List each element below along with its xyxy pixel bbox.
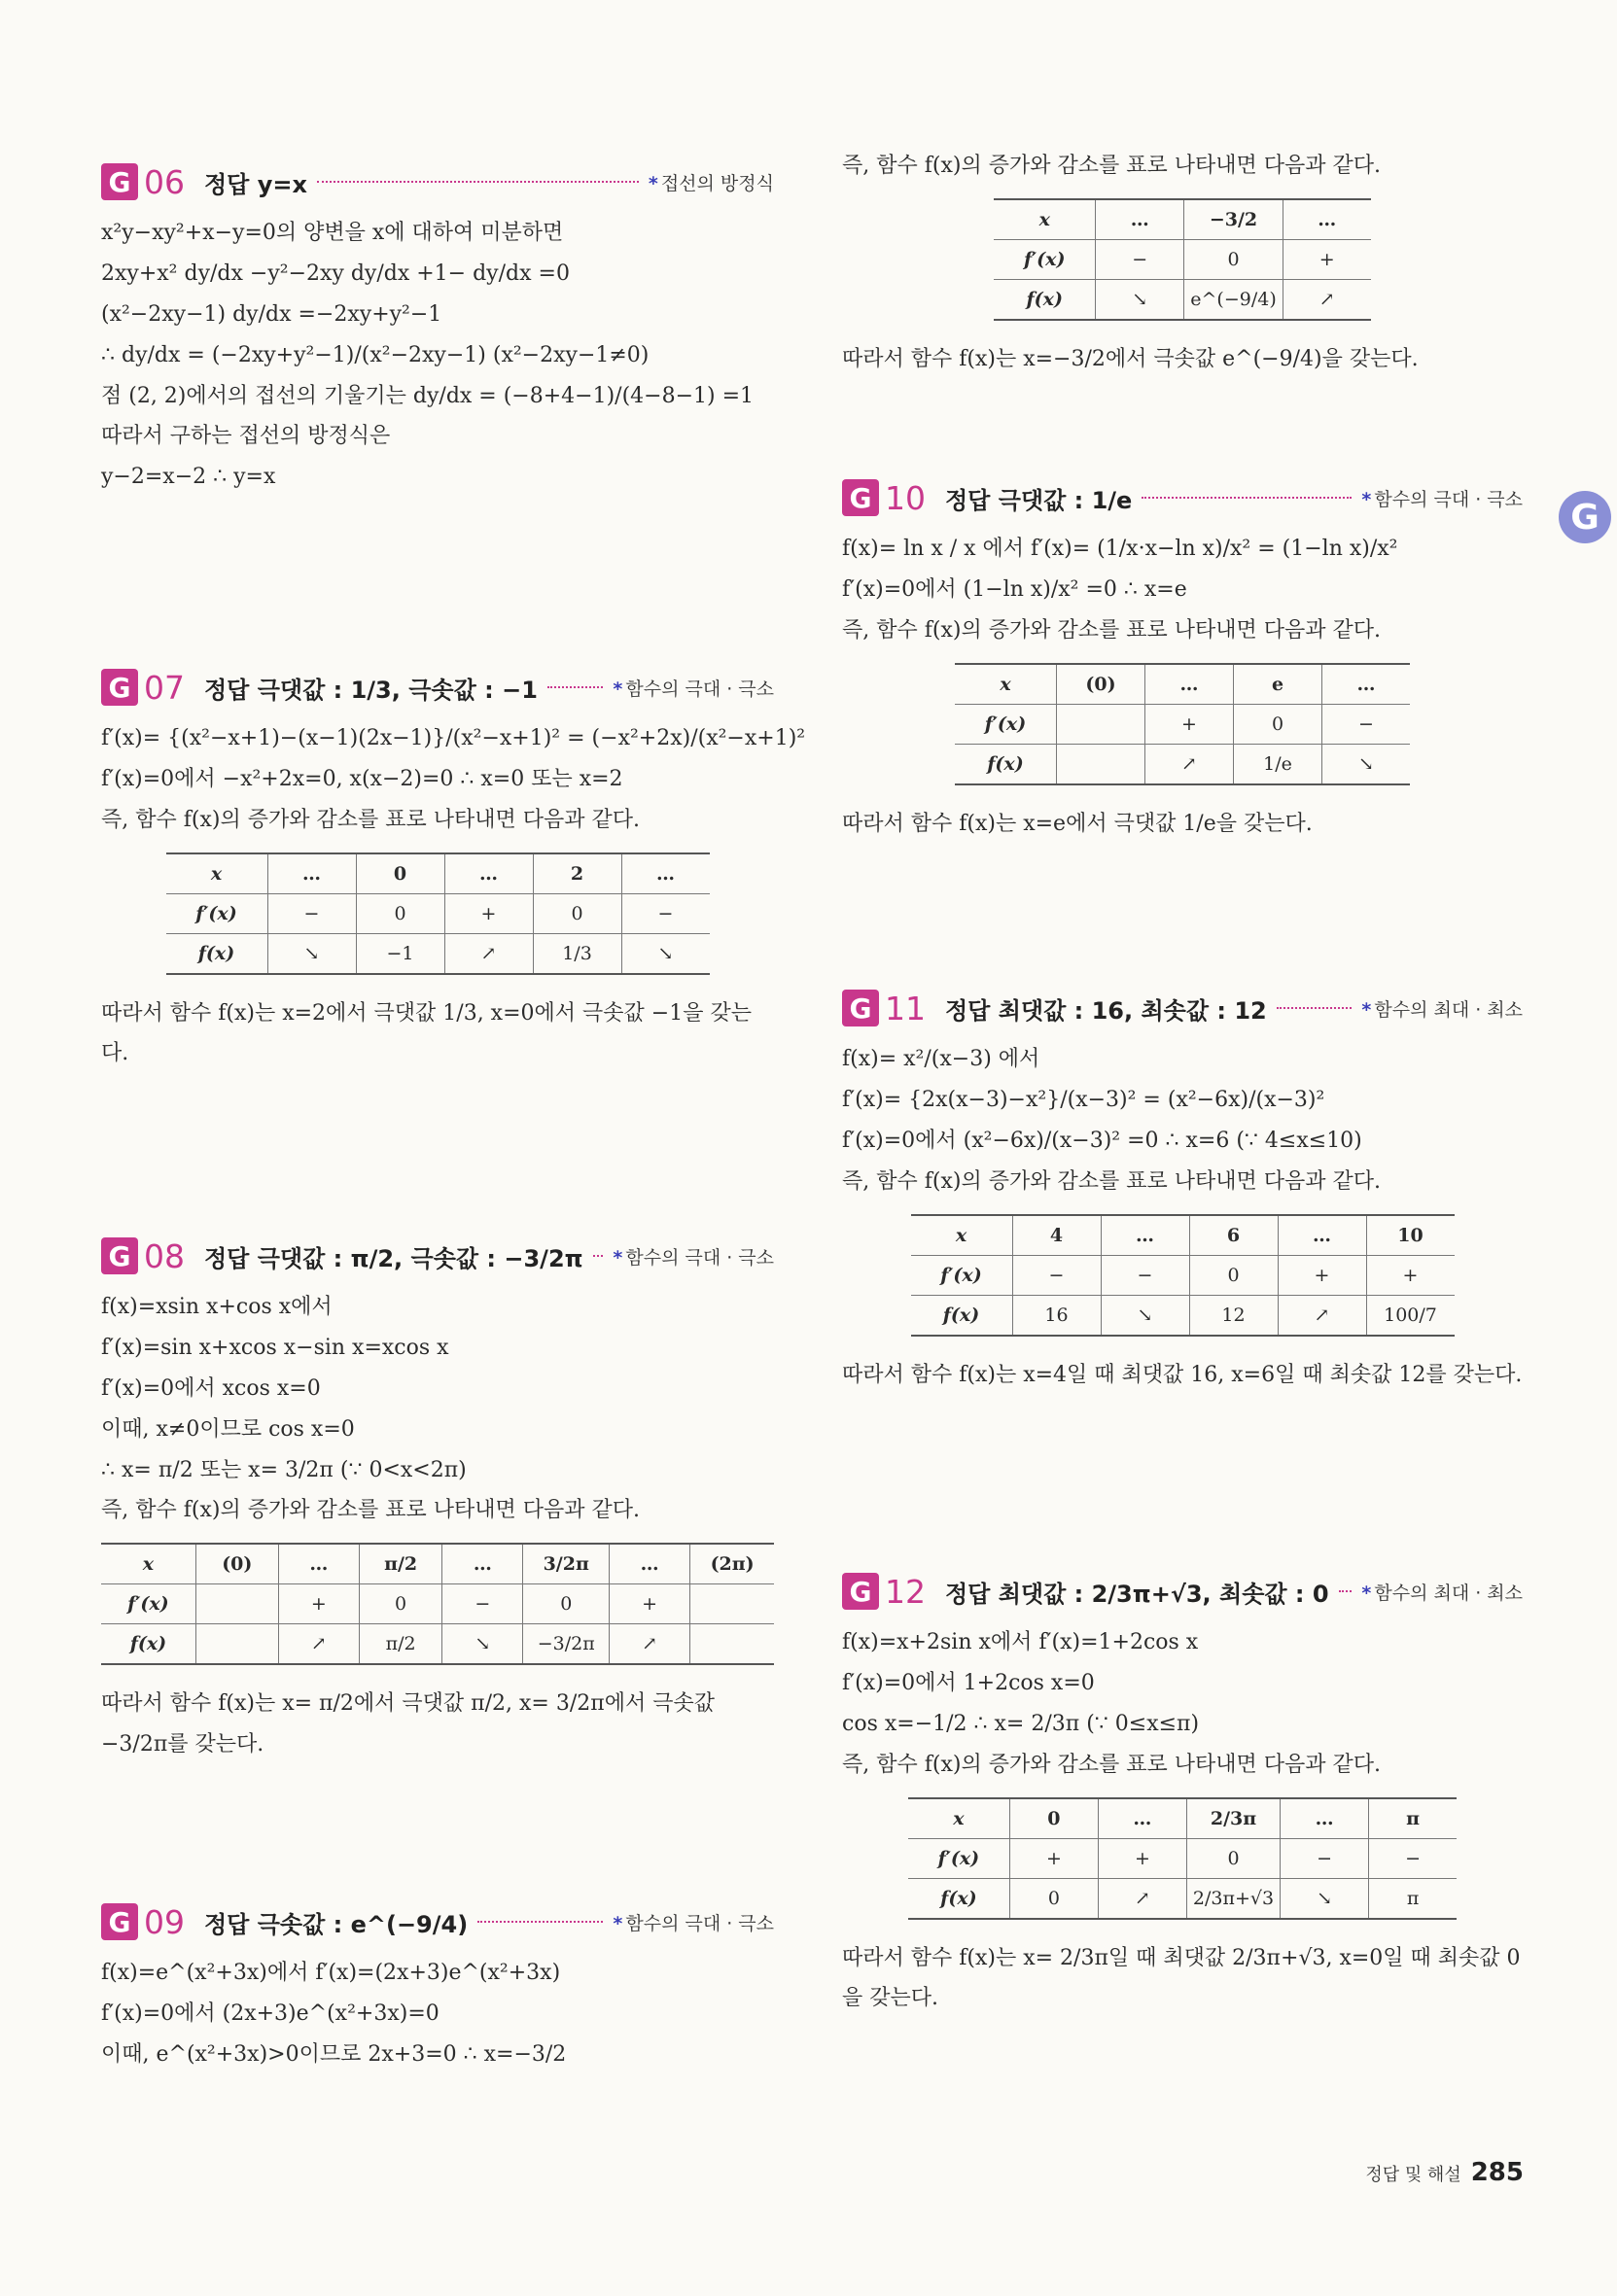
table-cell <box>1057 704 1145 744</box>
table-row <box>911 1255 1455 1295</box>
table-cell <box>195 1624 278 1665</box>
problem-header <box>101 1235 774 1277</box>
table-cell: ↗ <box>1098 1878 1186 1919</box>
table-cell: + <box>1283 239 1371 279</box>
table-cell: (0) <box>1057 664 1145 705</box>
solution-line: 따라서 구하는 접선의 방정식은 <box>101 424 391 449</box>
table-row <box>908 1798 1457 1839</box>
star-icon: * <box>1361 1582 1372 1604</box>
solution-line: f′(x)=sin x+xcos x−sin x=xcos x <box>101 1335 449 1360</box>
table-cell: ↘ <box>1101 1295 1189 1336</box>
table-cell: 2/3π <box>1186 1798 1280 1839</box>
solution-line: 점 (2, 2)에서의 접선의 기울기는 dy/dx = (−8+4−1)/(4−8−1) =1 <box>101 383 755 408</box>
table-cell: f′(x) <box>911 1255 1013 1295</box>
solution-body <box>101 718 806 1079</box>
answer-label: 정답 y=x <box>204 170 307 198</box>
conclusion-line: 따라서 함수 f(x)는 x=2에서 극댓값 1/3, x=0에서 극솟값 −1을 갖는다. <box>101 1000 752 1066</box>
table-cell: ↗ <box>1283 279 1371 320</box>
problem-badge: G <box>101 1903 138 1940</box>
answer-label: 정답 극댓값 : 1/e <box>945 486 1133 514</box>
table-cell: ↘ <box>1096 279 1184 320</box>
topic-text: 함수의 극대 · 극소 <box>625 1246 774 1269</box>
table-cell <box>690 1624 774 1665</box>
table-cell: − <box>1281 1838 1369 1878</box>
table-cell: f′(x) <box>955 704 1057 744</box>
topic-text: 함수의 극대 · 극소 <box>625 678 774 700</box>
table-cell: e <box>1234 664 1322 705</box>
table-cell: 16 <box>1012 1295 1101 1336</box>
answer-label: 정답 최댓값 : 2/3π+√3, 최솟값 : 0 <box>945 1580 1329 1608</box>
table-cell: (0) <box>195 1544 278 1584</box>
table-row <box>911 1295 1455 1336</box>
table-row <box>955 664 1410 705</box>
table-cell: π/2 <box>359 1624 441 1665</box>
dotted-leader <box>1277 1007 1353 1009</box>
table-cell: 1/e <box>1234 744 1322 784</box>
table-cell: − <box>621 893 710 933</box>
table-cell: … <box>1281 1798 1369 1839</box>
star-icon: * <box>1361 488 1372 510</box>
solution-line: f′(x)=0에서 xcos x=0 <box>101 1375 321 1401</box>
table-cell: ↘ <box>1322 744 1411 784</box>
table-cell: 100/7 <box>1366 1295 1455 1336</box>
table-cell: π <box>1369 1798 1458 1839</box>
table-cell: 10 <box>1366 1215 1455 1256</box>
table-cell: 0 <box>356 853 444 894</box>
dotted-leader <box>1142 497 1352 499</box>
table-cell: f(x) <box>101 1624 195 1665</box>
table-cell: ↘ <box>1281 1878 1369 1919</box>
answer-label: 정답 극댓값 : π/2, 극솟값 : −3/2π <box>204 1244 583 1272</box>
table-cell: 0 <box>1009 1878 1098 1919</box>
solution-line: f′(x)=0에서 (x²−6x)/(x−3)² =0 ∴ x=6 (∵ 4≤x≤10) <box>842 1128 1362 1153</box>
answer-label: 정답 최댓값 : 16, 최솟값 : 12 <box>945 996 1267 1025</box>
table-cell: 0 <box>1009 1798 1098 1839</box>
star-icon: * <box>613 1246 623 1269</box>
solution-line: f(x)= ln x / x 에서 f′(x)= (1/x·x−ln x)/x² = (1−ln x)/x² <box>842 537 1398 561</box>
problem-badge: G <box>842 1573 879 1610</box>
table-cell: 0 <box>523 1584 610 1624</box>
table-row <box>166 853 710 894</box>
problem-number: 11 <box>885 989 926 1027</box>
conclusion-line: 따라서 함수 f(x)는 x=e에서 극댓값 1/e을 갖는다. <box>842 811 1313 836</box>
table-row <box>911 1215 1455 1256</box>
table-cell: … <box>1278 1215 1366 1256</box>
solution-line: 즉, 함수 f(x)의 증가와 감소를 표로 나타내면 다음과 같다. <box>101 807 640 832</box>
table-row <box>994 279 1371 320</box>
star-icon: * <box>1361 998 1372 1021</box>
problem-G10 <box>842 476 1523 849</box>
table-row <box>994 199 1371 240</box>
problem-header <box>101 1900 774 1943</box>
solution-line: f(x)= x²/(x−3) 에서 <box>842 1047 1040 1071</box>
answer-label: 정답 극솟값 : e^(−9/4) <box>204 1910 469 1938</box>
topic-tag <box>613 1909 774 1935</box>
solution-body <box>842 1039 1523 1400</box>
table-cell: −3/2π <box>523 1624 610 1665</box>
star-icon: * <box>613 678 623 700</box>
solution-line: 이때, e^(x²+3x)>0이므로 2x+3=0 ∴ x=−3/2 <box>101 2041 567 2067</box>
table-cell: ↗ <box>278 1624 359 1665</box>
problem-badge: G <box>842 479 879 516</box>
table-cell: 0 <box>1189 1255 1278 1295</box>
conclusion-line: 따라서 함수 f(x)는 x=4일 때 최댓값 16, x=6일 때 최솟값 12를 갖는다. <box>842 1362 1523 1387</box>
table-cell: f′(x) <box>908 1838 1010 1878</box>
table-cell: … <box>1283 199 1371 240</box>
table-cell: … <box>1145 664 1234 705</box>
table-cell: f(x) <box>994 279 1096 320</box>
solution-line: ∴ dy/dx = (−2xy+y²−1)/(x²−2xy−1) (x²−2xy−1≠0) <box>101 342 650 367</box>
variation-table <box>166 852 710 975</box>
table-cell: ↘ <box>442 1624 523 1665</box>
problem-G09 <box>101 1900 774 2075</box>
solution-line: 즉, 함수 f(x)의 증가와 감소를 표로 나타내면 다음과 같다. <box>842 1168 1381 1194</box>
table-cell: 0 <box>356 893 444 933</box>
problem-G09-continued <box>842 136 1523 385</box>
table-cell: − <box>1012 1255 1101 1295</box>
solution-body <box>842 1622 1523 2024</box>
solution-line: f(x)=x+2sin x에서 f′(x)=1+2cos x <box>842 1630 1199 1654</box>
table-row <box>955 744 1410 784</box>
problem-header <box>842 987 1523 1029</box>
table-cell: … <box>442 1544 523 1584</box>
table-cell: π <box>1369 1878 1458 1919</box>
table-cell: x <box>908 1798 1010 1839</box>
solution-line: (x²−2xy−1) dy/dx =−2xy+y²−1 <box>101 301 442 327</box>
solution-line: f′(x)= {2x(x−3)−x²}/(x−3)² = (x²−6x)/(x−3)² <box>842 1087 1325 1112</box>
variation-table <box>994 198 1371 321</box>
table-cell: 0 <box>1234 704 1322 744</box>
problem-badge: G <box>101 1237 138 1274</box>
problem-G12 <box>842 1570 1523 2024</box>
table-cell: x <box>994 199 1096 240</box>
problem-header <box>101 160 774 203</box>
table-cell: 0 <box>1184 239 1283 279</box>
solution-line: cos x=−1/2 ∴ x= 2/3π (∵ 0≤x≤π) <box>842 1711 1200 1736</box>
solution-line: ∴ x= π/2 또는 x= 3/2π (∵ 0<x<2π) <box>101 1457 467 1482</box>
solution-line: 즉, 함수 f(x)의 증가와 감소를 표로 나타내면 다음과 같다. <box>842 154 1381 178</box>
table-cell: 3/2π <box>523 1544 610 1584</box>
table-cell <box>195 1584 278 1624</box>
solution-line: f(x)=xsin x+cos x에서 <box>101 1295 333 1319</box>
problem-badge: G <box>842 990 879 1026</box>
table-cell: 1/3 <box>533 933 621 974</box>
solution-line: 즉, 함수 f(x)의 증가와 감소를 표로 나타내면 다음과 같다. <box>101 1498 640 1523</box>
table-cell: 0 <box>533 893 621 933</box>
problem-number: 06 <box>144 162 185 201</box>
table-cell: f(x) <box>911 1295 1013 1336</box>
solution-body <box>842 529 1523 849</box>
topic-tag <box>1361 1579 1523 1605</box>
problem-number: 12 <box>885 1572 926 1611</box>
table-cell: … <box>1098 1798 1186 1839</box>
table-cell: −3/2 <box>1184 199 1283 240</box>
table-cell: … <box>1101 1215 1189 1256</box>
table-cell: + <box>1098 1838 1186 1878</box>
topic-tag <box>649 169 774 195</box>
table-cell: ↗ <box>1145 744 1234 784</box>
table-row <box>166 893 710 933</box>
table-cell: … <box>1096 199 1184 240</box>
table-cell: … <box>444 853 533 894</box>
section-tab-icon: G <box>1559 491 1611 543</box>
table-row <box>166 933 710 974</box>
problem-G07 <box>101 666 806 1079</box>
variation-table <box>908 1797 1457 1920</box>
answer-label: 정답 극댓값 : 1/3, 극솟값 : −1 <box>204 676 538 704</box>
topic-tag <box>1361 485 1523 511</box>
table-cell: −1 <box>356 933 444 974</box>
table-row <box>908 1878 1457 1919</box>
solution-line: 즉, 함수 f(x)의 증가와 감소를 표로 나타내면 다음과 같다. <box>842 1752 1381 1777</box>
table-cell: − <box>267 893 356 933</box>
table-cell: + <box>1366 1255 1455 1295</box>
solution-line: f(x)=e^(x²+3x)에서 f′(x)=(2x+3)e^(x²+3x) <box>101 1961 561 1985</box>
table-cell: 0 <box>359 1584 441 1624</box>
table-cell <box>1057 744 1145 784</box>
table-row <box>955 704 1410 744</box>
table-cell: ↗ <box>609 1624 689 1665</box>
solution-body <box>842 146 1523 385</box>
table-cell: 4 <box>1012 1215 1101 1256</box>
table-cell: (2π) <box>690 1544 774 1584</box>
topic-text: 함수의 최대 · 최소 <box>1374 1582 1523 1604</box>
conclusion-line: 따라서 함수 f(x)는 x= 2/3π일 때 최댓값 2/3π+√3, x=0일 때 최솟값 0을 갖는다. <box>842 1945 1521 2011</box>
table-cell: + <box>278 1584 359 1624</box>
variation-table <box>101 1543 774 1665</box>
table-cell: … <box>621 853 710 894</box>
table-cell: 2/3π+√3 <box>1186 1878 1280 1919</box>
table-row <box>994 239 1371 279</box>
solution-line: y−2=x−2 ∴ y=x <box>101 465 276 490</box>
dotted-leader <box>547 686 604 688</box>
solution-line: 이때, x≠0이므로 cos x=0 <box>101 1416 355 1442</box>
table-cell: − <box>1322 704 1411 744</box>
table-cell: … <box>267 853 356 894</box>
star-icon: * <box>648 172 658 194</box>
table-row <box>101 1624 774 1665</box>
problem-badge: G <box>101 163 138 200</box>
table-cell: f(x) <box>166 933 268 974</box>
table-cell: 6 <box>1189 1215 1278 1256</box>
table-cell: − <box>1101 1255 1189 1295</box>
table-cell: f′(x) <box>101 1584 195 1624</box>
table-row <box>908 1838 1457 1878</box>
table-cell: 12 <box>1189 1295 1278 1336</box>
solution-line: 2xy+x² dy/dx −y²−2xy dy/dx +1− dy/dx =0 <box>101 261 570 286</box>
conclusion-line: 따라서 함수 f(x)는 x=−3/2에서 극솟값 e^(−9/4)을 갖는다. <box>842 346 1419 371</box>
table-cell: + <box>1278 1255 1366 1295</box>
table-cell: 2 <box>533 853 621 894</box>
solution-line: f′(x)= {(x²−x+1)−(x−1)(2x−1)}/(x²−x+1)² = (−x²+2x)/(x²−x+1)² <box>101 726 806 750</box>
variation-table <box>911 1214 1455 1337</box>
table-cell: ↘ <box>621 933 710 974</box>
table-cell: − <box>1096 239 1184 279</box>
solution-body <box>101 213 774 498</box>
problem-G08 <box>101 1235 774 1770</box>
dotted-leader <box>477 1921 603 1923</box>
table-cell: 0 <box>1186 1838 1280 1878</box>
table-row <box>101 1584 774 1624</box>
solution-line: f′(x)=0에서 (2x+3)e^(x²+3x)=0 <box>101 2000 439 2026</box>
dotted-leader <box>317 181 639 183</box>
problem-badge: G <box>101 669 138 706</box>
problem-number: 08 <box>144 1236 185 1275</box>
table-cell: x <box>101 1544 195 1584</box>
table-cell: ↘ <box>267 933 356 974</box>
star-icon: * <box>613 1912 623 1934</box>
table-row <box>101 1544 774 1584</box>
dotted-leader <box>1339 1590 1353 1592</box>
table-cell: ↗ <box>444 933 533 974</box>
footer-label: 정답 및 해설 <box>1365 2165 1461 2185</box>
problem-number: 09 <box>144 1902 185 1941</box>
table-cell: f(x) <box>908 1878 1010 1919</box>
table-cell <box>690 1584 774 1624</box>
topic-text: 함수의 극대 · 극소 <box>1374 488 1523 510</box>
problem-G11 <box>842 987 1523 1400</box>
solution-line: f′(x)=0에서 −x²+2x=0, x(x−2)=0 ∴ x=0 또는 x=2 <box>101 766 623 791</box>
table-cell: − <box>442 1584 523 1624</box>
table-cell: + <box>609 1584 689 1624</box>
topic-tag <box>613 675 774 701</box>
solution-body <box>101 1287 774 1770</box>
table-cell: … <box>1322 664 1411 705</box>
problem-header <box>842 1570 1523 1613</box>
table-cell: + <box>1145 704 1234 744</box>
solution-line: 즉, 함수 f(x)의 증가와 감소를 표로 나타내면 다음과 같다. <box>842 617 1381 643</box>
dotted-leader <box>593 1255 604 1257</box>
page-number: 285 <box>1470 2158 1524 2187</box>
table-cell: f(x) <box>955 744 1057 784</box>
solution-body <box>101 1953 774 2075</box>
problem-number: 10 <box>885 478 926 517</box>
problem-G06 <box>101 160 774 498</box>
problem-header <box>842 476 1523 519</box>
table-cell: f′(x) <box>994 239 1096 279</box>
table-cell: … <box>278 1544 359 1584</box>
topic-tag <box>1361 995 1523 1022</box>
topic-text: 함수의 극대 · 극소 <box>625 1912 774 1934</box>
table-cell: x <box>955 664 1057 705</box>
problem-header <box>101 666 774 709</box>
solution-line: f′(x)=0에서 1+2cos x=0 <box>842 1670 1095 1695</box>
problem-number: 07 <box>144 668 185 707</box>
table-cell: + <box>1009 1838 1098 1878</box>
topic-text: 함수의 최대 · 최소 <box>1374 998 1523 1021</box>
table-cell: x <box>911 1215 1013 1256</box>
solution-line: x²y−xy²+x−y=0의 양변을 x에 대하여 미분하면 <box>101 221 564 245</box>
table-cell: π/2 <box>359 1544 441 1584</box>
table-cell: f′(x) <box>166 893 268 933</box>
table-cell: − <box>1369 1838 1458 1878</box>
page-footer <box>1365 2158 1524 2187</box>
variation-table <box>955 663 1410 785</box>
solution-line: f′(x)=0에서 (1−ln x)/x² =0 ∴ x=e <box>842 576 1187 602</box>
table-cell: + <box>444 893 533 933</box>
table-cell: x <box>166 853 268 894</box>
table-cell: e^(−9/4) <box>1184 279 1283 320</box>
topic-text: 접선의 방정식 <box>660 172 774 194</box>
conclusion-line: 따라서 함수 f(x)는 x= π/2에서 극댓값 π/2, x= 3/2π에서 극솟값 −3/2π를 갖는다. <box>101 1691 715 1757</box>
table-cell: ↗ <box>1278 1295 1366 1336</box>
topic-tag <box>613 1243 774 1270</box>
table-cell: … <box>609 1544 689 1584</box>
